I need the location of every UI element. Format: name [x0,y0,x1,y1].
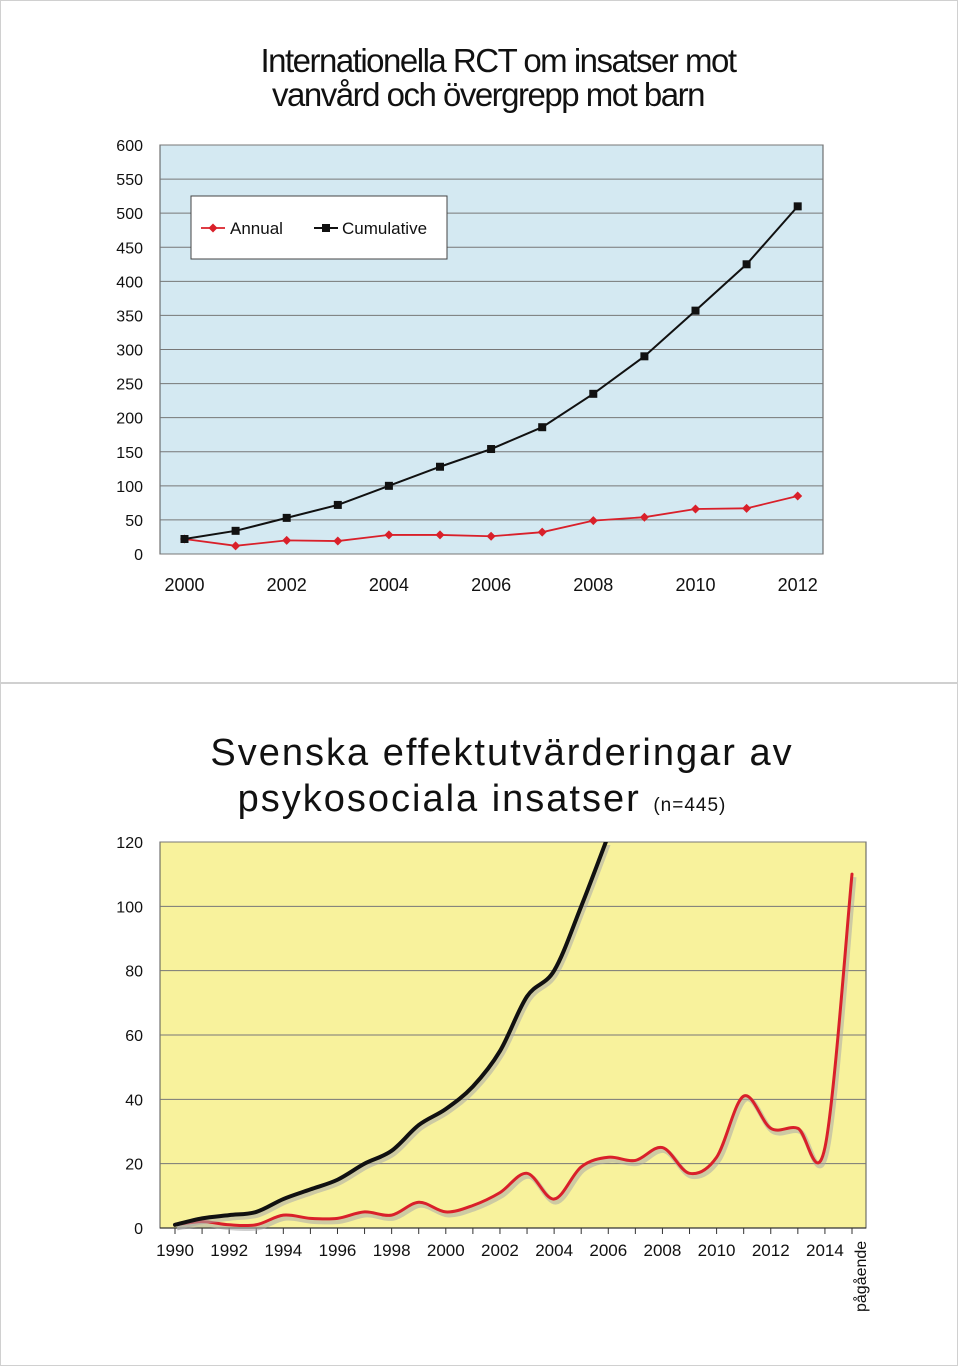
chart1-y-tick-label: 100 [116,478,143,496]
chart1-legend-label: Annual [230,219,283,238]
chart2-title-line1: Svenska effektutvärderingar av [210,732,794,774]
chart1-y-tick-label: 250 [116,376,143,394]
chart2-title-suffix: (n=445) [653,795,727,816]
chart2-y-tick-label: 100 [116,899,143,917]
chart1-title-line2: vanvård och övergrepp mot barn [272,76,704,113]
chart1-y-tick-label: 150 [116,444,143,462]
chart2-x-tick-label: 1998 [372,1241,411,1260]
chart2-x-tick-label: 1992 [210,1241,249,1260]
chart1-x-tick-label: 2008 [573,575,614,595]
chart1-point [794,202,802,210]
chart2-x-tick-label: 1996 [318,1241,357,1260]
chart2-y-tick-label: 120 [116,835,143,852]
chart2-y-tick-label: 20 [125,1156,143,1174]
chart1-title-line1: Internationella RCT om insatser mot [260,42,736,79]
chart2-x-tick-label: 1994 [264,1241,303,1260]
chart2-x-tick-label: 2006 [589,1241,628,1260]
chart1-x-tick-label: 2006 [471,575,512,595]
chart1-point [487,445,495,453]
chart1-point [538,423,546,431]
chart1-y-tick-label: 500 [116,206,143,224]
chart1-point [334,501,342,509]
chart1-point [181,535,189,543]
chart2-x-tick-label: 2004 [535,1241,574,1260]
chart1-point [640,352,648,360]
chart2-title-text: psykosociala insatser [237,778,641,820]
chart1-legend-label: Cumulative [342,219,428,238]
chart1-point [283,514,291,522]
chart2-y-tick-label: 60 [125,1028,143,1045]
chart1-y-tick-label: 0 [134,547,143,564]
chart1-y-tick-label: 600 [116,138,143,155]
chart1-point [232,527,240,535]
chart1-point [436,463,444,471]
chart2-y-tick-label: 40 [125,1092,143,1110]
chart1-point [385,482,393,490]
chart2-x-tick-label: 2002 [481,1241,519,1260]
chart1-y-tick-label: 550 [116,172,143,190]
chart1-x-tick-label: 2012 [777,575,818,595]
chart1-y-tick-label: 50 [125,512,143,530]
chart2-x-tick-label: 2012 [751,1241,790,1260]
chart2-y-tick-label: 80 [125,963,143,981]
chart1-point [743,260,751,268]
chart2-x-tick-label: 2010 [697,1241,736,1260]
chart2-x-tick-label: 2014 [806,1241,844,1260]
chart1-point [692,307,700,315]
chart1-legend-marker [322,224,330,232]
chart1-y-tick-label: 400 [116,274,143,292]
chart2-x-tick-label: 2008 [643,1241,682,1260]
chart2-x-tick-label: 2000 [426,1241,465,1260]
chart1-x-tick-label: 2002 [266,575,307,595]
chart1-y-tick-label: 200 [116,410,143,428]
chart1-x-tick-label: 2000 [164,575,205,595]
chart2-y-tick-label: 0 [134,1221,143,1238]
chart2-ongoing-label: pågående [853,1240,870,1312]
chart1-y-tick-label: 450 [116,240,143,258]
chart1-y-tick-label: 300 [116,342,143,360]
chart1-x-tick-label: 2010 [675,575,716,595]
chart2-x-tick-label: 1990 [156,1241,194,1260]
chart1-point [589,390,597,398]
chart1-y-tick-label: 350 [116,308,143,326]
chart1-x-tick-label: 2004 [368,575,409,595]
